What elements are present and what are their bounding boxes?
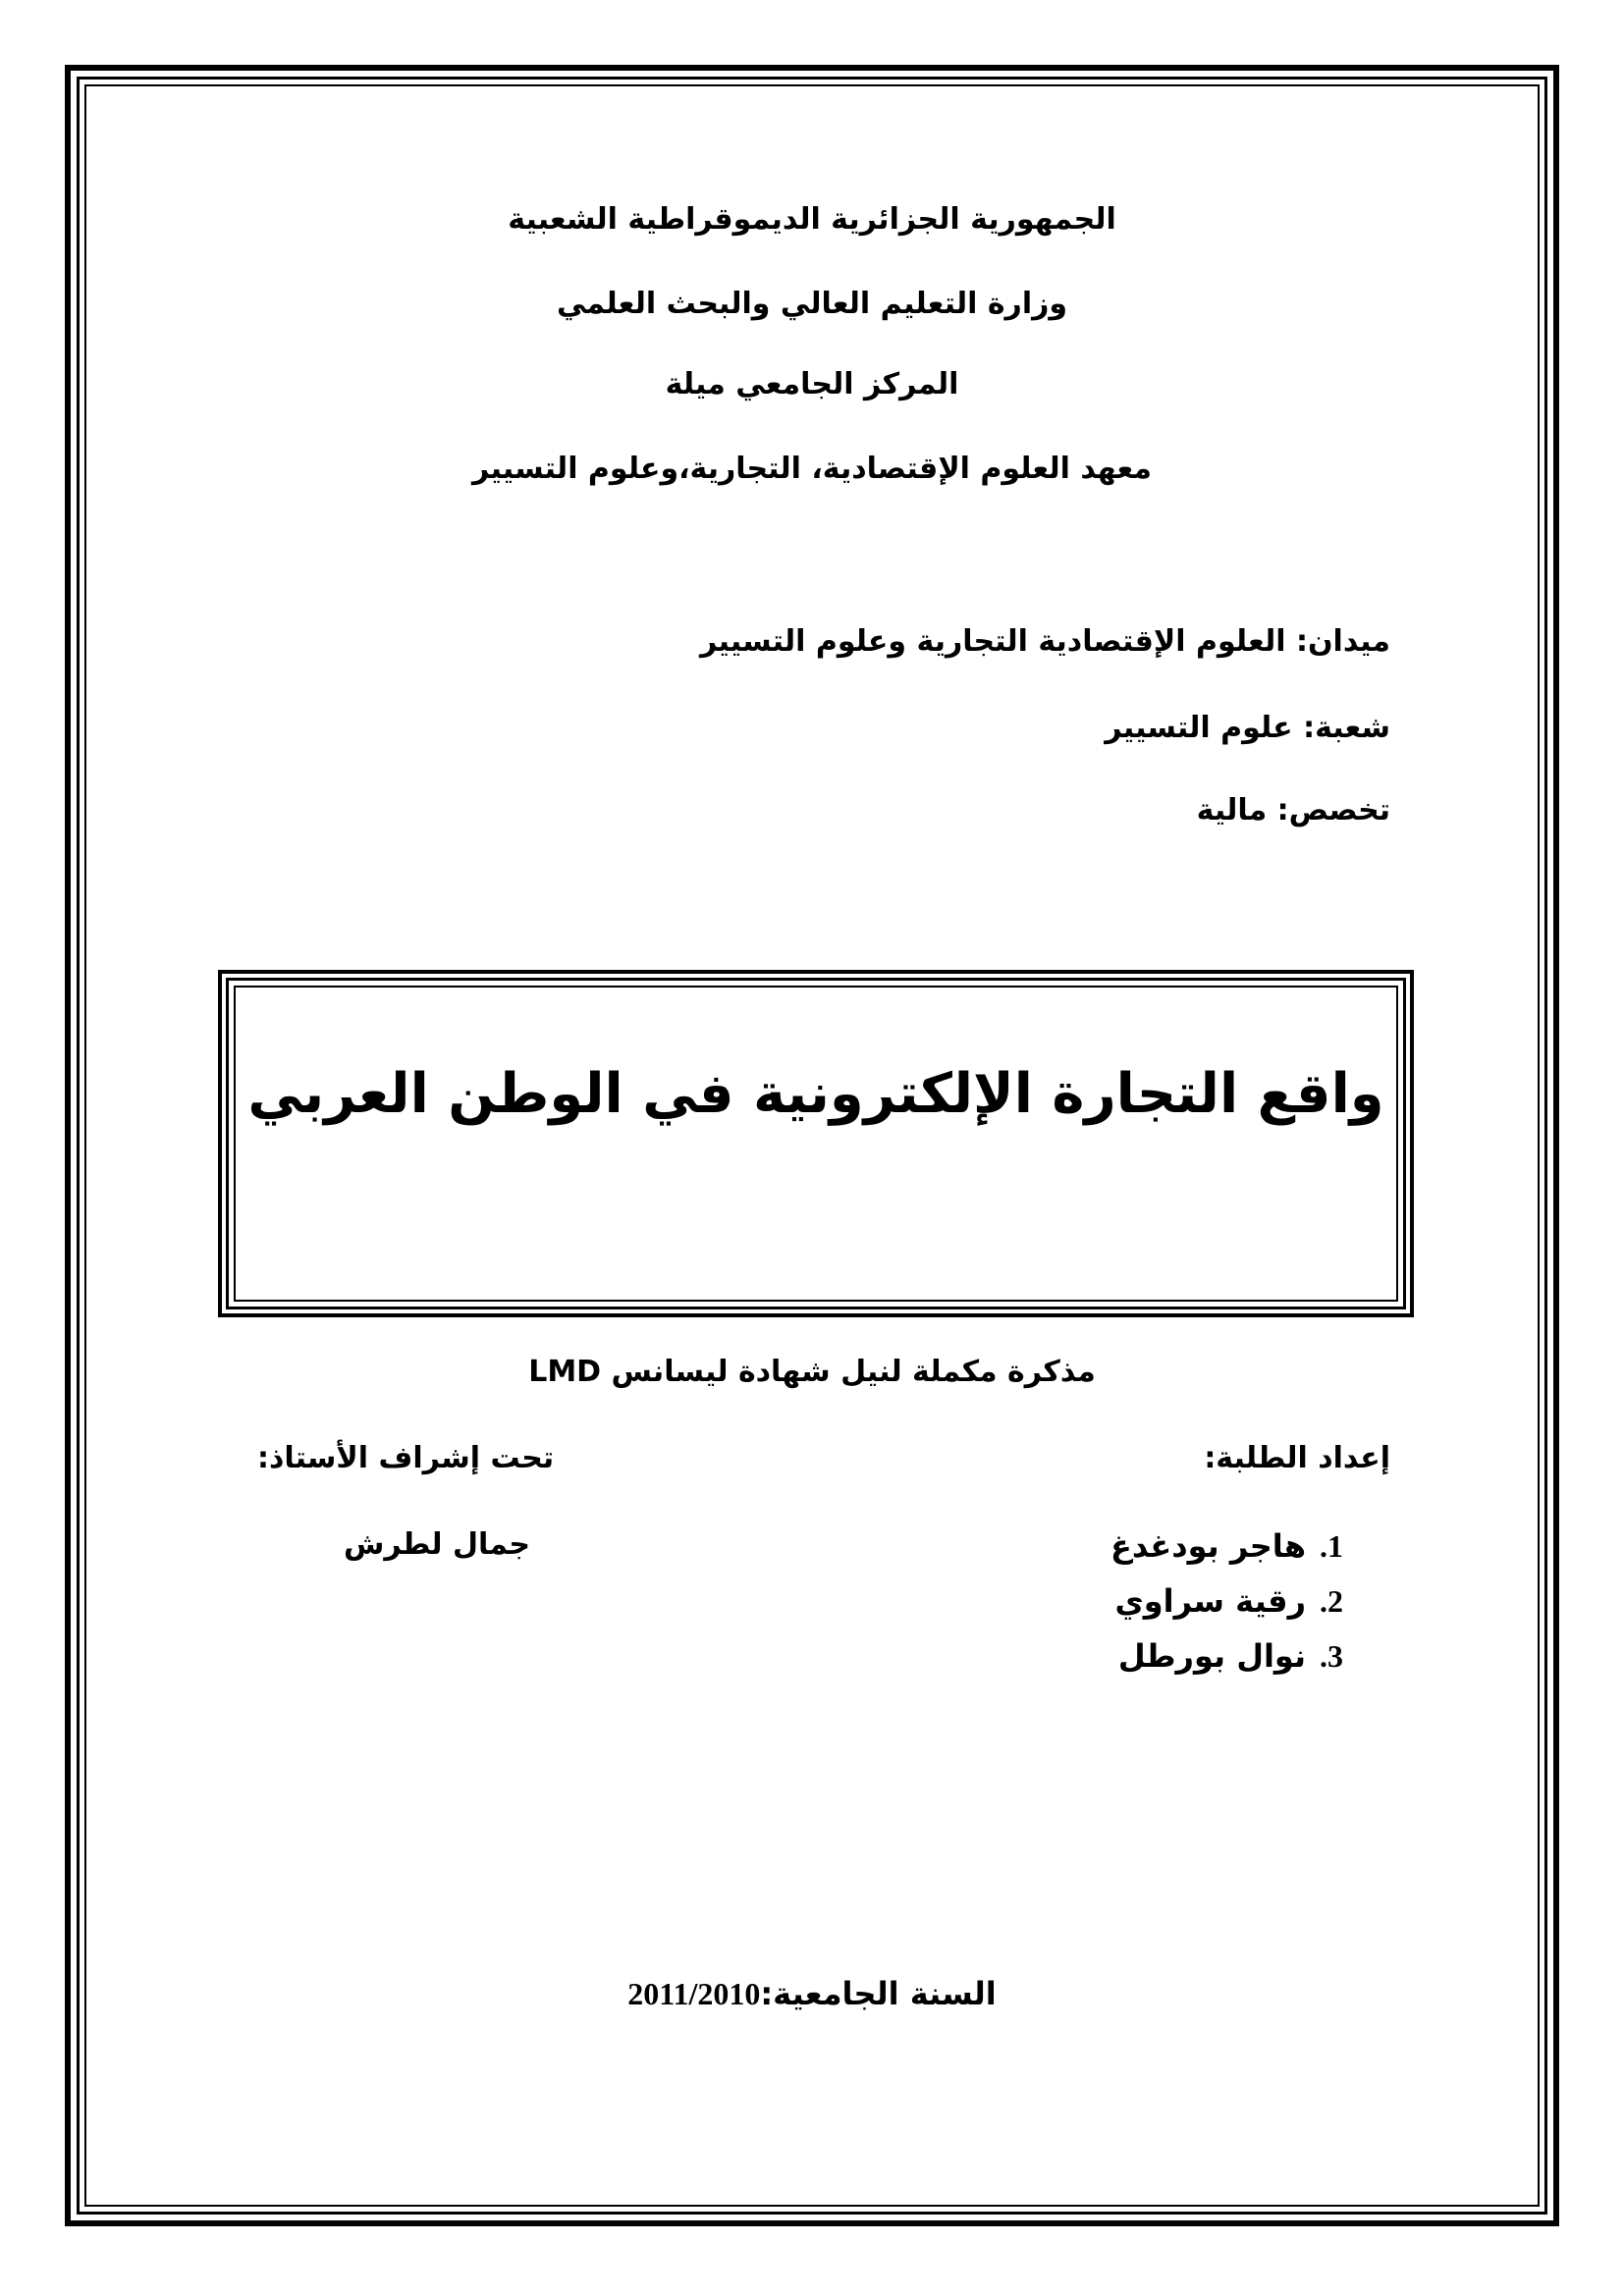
republic-name: الجمهورية الجزائرية الديموقراطية الشعبية <box>508 202 1116 237</box>
supervisor-name: جمال لطرش <box>344 1527 531 1562</box>
prepared-by-label: إعداد الطلبة: <box>1204 1441 1390 1475</box>
academic-year-value: 2011/2010 <box>627 1976 761 2011</box>
student-name: رقية سراوي <box>1114 1582 1306 1620</box>
specialty-field: تخصص: مالية <box>1196 793 1390 828</box>
thesis-title: واقع التجارة الإلكترونية في الوطن العربي <box>247 1062 1384 1126</box>
supervised-by-label: تحت إشراف الأستاذ: <box>257 1441 555 1475</box>
academic-year-label: السنة الجامعية: <box>760 1975 997 2012</box>
student-name: هاجر بودغدغ <box>1110 1527 1306 1565</box>
degree-statement: مذكرة مكملة لنيل شهادة ليسانس LMD <box>528 1355 1096 1389</box>
institute-name: معهد العلوم الإقتصادية، التجارية،وعلوم التسيير <box>472 452 1152 486</box>
student-name: نوال بورطل <box>1117 1637 1306 1675</box>
ministry-name: وزارة التعليم العالي والبحث العلمي <box>556 287 1068 321</box>
title-box-border-inner <box>234 986 1398 1302</box>
academic-year <box>0 1975 1624 2012</box>
student-item <box>1110 1527 1343 1565</box>
student-number: 1. <box>1320 1528 1343 1564</box>
domain-field: ميدان: العلوم الإقتصادية التجارية وعلوم التسيير <box>699 624 1390 659</box>
student-number: 3. <box>1320 1638 1343 1674</box>
university-center-name: المركز الجامعي ميلة <box>665 367 959 401</box>
student-number: 2. <box>1320 1583 1343 1619</box>
student-item <box>1118 1637 1343 1675</box>
branch-field: شعبة: علوم التسيير <box>1105 711 1390 745</box>
student-item <box>1114 1582 1343 1620</box>
